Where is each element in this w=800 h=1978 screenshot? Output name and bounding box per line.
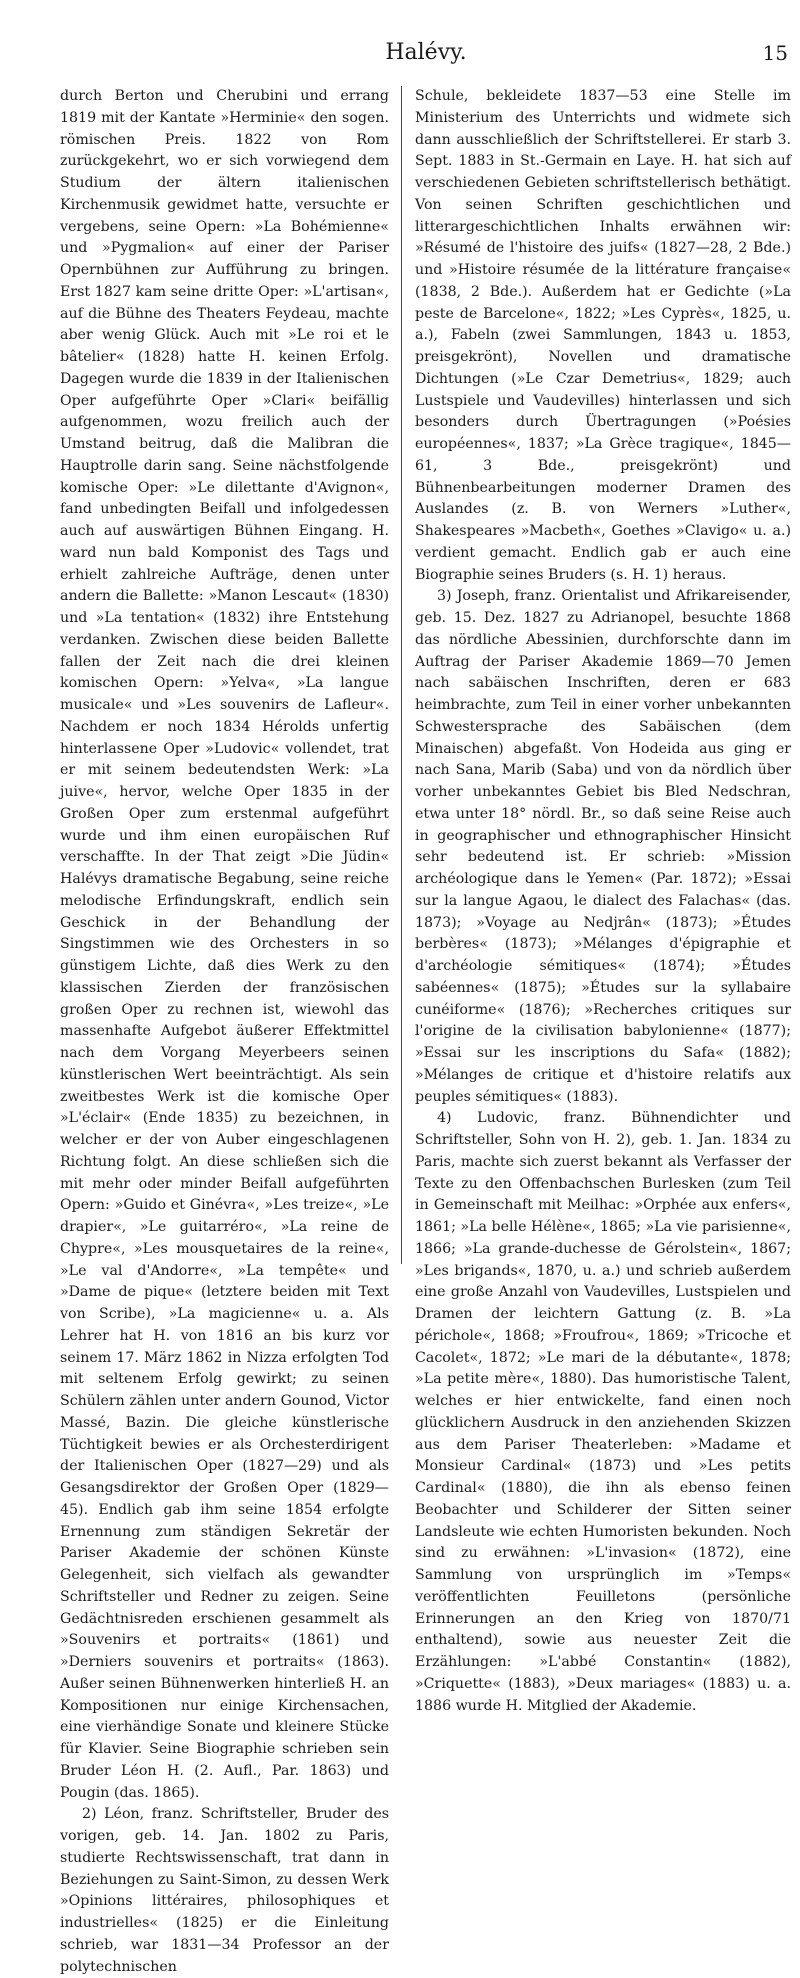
paragraph-halevy-4-ludovic: 4) Ludovic, franz. Bühnendichter und Schriftsteller, Sohn von H. 2), geb. 1. Jan. 1834 zu Paris, machte sich zuerst bekannt als Verfasser der Texte zu den Offenbachschen Burlesken (zum Teil in Gemeinschaft mit Meilhac: »Orphée aux enfers«, 1861; »La belle Hélène«, 1865; »La vie parisienne«, 1866; »La grande-duchesse de Gérolstein«, 1867; »Les brigands«, 1870, u. a.) und schrieb außerdem eine große Anzahl von Vaudevilles, Lustspielen und Dramen der leichtern Gattung (z. B. »La périchole«, 1868; »Froufrou«, 1869; »Tricoche et Cacolet«, 1872; »Le mari de la débutante«, 1878; »La petite mère«, 1880). Das humoristische Talent, welches er hier entwickelte, fand einen noch glücklichern Ausdruck in den anziehenden Skizzen aus dem Pariser Theaterleben: »Madame et Monsieur Cardinal« (1873) und »Les petits Cardinal« (1880), die ihn als ebenso feinen Beobachter und Schilderer der Sitten seiner Landsleute wie echten Humoristen bekunden. Noch sind zu erwähnen: »L'invasion« (1872), eine Sammlung von ursprünglich im »Temps« veröffentlichten Feuilletons (persönliche Erinnerungen an den Krieg von 1870/71 enthaltend), sowie aus neuester Zeit die Erzählungen: »L'abbé Constantin« (1882), »Criquette« (1883), »Deux mariages« (1883) u. a. 1886 wurde H. Mitglied der Akademie. — [415, 1110, 791, 1714]
column-divider — [401, 86, 402, 1264]
page-title: Halévy. — [385, 40, 467, 65]
page-header — [58, 40, 794, 76]
right-column — [415, 86, 791, 1717]
paragraph-halevy-3-joseph: 3) Joseph, franz. Orientalist und Afrikareisender, geb. 15. Dez. 1827 zu Adrianopel, besuchte 1868 das nördliche Abessinien, durchforschte dann im Auftrag der Pariser Akademie 1869—70 Jemen nach sabäischen Inschriften, deren er 683 heimbrachte, zum Teil in einer vorher unbekannten Schwestersprache des Sabäischen (dem Minaischen) abgefaßt. Von Hodeida aus ging er nach Sana, Marib (Saba) und von da nördlich über vorher unbekanntes Gebiet bis Bled Nedschran, etwa unter 18° nördl. Br., so daß seine Reise auch in geographischer und ethnographischer Hinsicht sehr bedeutend ist. Er schrieb: »Mission archéologique dans le Yemen« (Par. 1872); »Essai sur la langue Agaou, le dialect des Falachas« (das. 1873); »Voyage au Nedjrân« (1873); »Études berbères« (1873); »Mélanges d'épigraphie et d'archéologie sémitiques« (1874); »Études sabéennes« (1875); »Études sur la syllabaire cunéiforme« (1876); »Recherches critiques sur l'origine de la civilisation babylonienne« (1877); »Essai sur les inscriptions du Safa« (1882); »Mélanges de critique et d'histoire relatifs aux peuples sémitiques« (1883). — [415, 588, 791, 1105]
paragraph-halevy-2-leon-continued: Schule, bekleidete 1837—53 eine Stelle im Ministerium des Unterrichts und widmete sich dann ausschließlich der Schriftstellerei. Er starb 3. Sept. 1883 in St.-Germain en Laye. H. hat sich auf verschiedenen Gebieten schriftstellerisch bethätigt. Von seinen Schriften geschichtlichen und litterargeschichtlichen Inhalts erwähnen wir: »Résumé de l'histoire des juifs« (1827—28, 2 Bde.) und »Histoire résumée de la littérature française« (1838, 2 Bde.). Außerdem hat er Gedichte (»La peste de Barcelone«, 1822; »Les Cyprès«, 1825, u. a.), Fabeln (zwei Sammlungen, 1843 u. 1853, preisgekrönt), Novellen und dramatische Dichtungen (»Le Czar Demetrius«, 1829; auch Lustspiele und Vaudevilles) hinterlassen und sich besonders durch Übertragungen (»Poésies européennes«, 1837; »La Grèce tragique«, 1845—61, 3 Bde., preisgekrönt) und Bühnenbearbeitungen moderner Dramen des Auslandes (z. B. von Werners »Luther«, Shakespeares »Macbeth«, Goethes »Clavigo« u. a.) verdient gemacht. Endlich gab er auch eine Biographie seines Bruders (s. H. 1) heraus. — [415, 88, 791, 583]
page-number: 15 — [762, 41, 788, 65]
paragraph-halevy-1-continued: durch Berton und Cherubini und errang 1819 mit der Kantate »Herminie« den sogen. römischen Preis. 1822 von Rom zurückgekehrt, wo er sich vorwiegend dem Studium der ältern italienischen Kirchenmusik gewidmet hatte, versuchte er vergebens, seine Opern: »La Bohémienne« und »Pygmalion« auf einer der Pariser Opernbühnen zur Aufführung zu bringen. Erst 1827 kam seine dritte Oper: »L'artisan«, auf die Bühne des Theaters Feydeau, machte aber wenig Glück. Auch mit »Le roi et le bâtelier« (1828) hatte H. keinen Erfolg. Dagegen wurde die 1839 in der Italienischen Oper aufgeführte Oper »Clari« beifällig aufgenommen, wozu freilich auch der Umstand beitrug, daß die Malibran die Hauptrolle darin sang. Seine nächstfolgende komische Oper: »Le dilettante d'Avignon«, fand unbedingten Beifall und infolgedessen auch auf auswärtigen Bühnen Eingang. H. ward nun bald Komponist des Tags und erhielt zahlreiche Aufträge, denen unter andern die Ballette: »Manon Lescaut« (1830) und »La tentation« (1832) ihre Entstehung verdanken. Zwischen diese beiden Ballette fallen der Zeit nach die drei kleinen komischen Opern: »Yelva«, »La langue musicale« und »Les souvenirs de Lafleur«. Nachdem er noch 1834 Hérolds unfertig hinterlassene Oper »Ludovic« vollendet, trat er mit seinem bedeutendsten Werk: »La juive«, hervor, welche Oper 1835 in der Großen Oper zum erstenmal aufgeführt wurde und ihm einen europäischen Ruf verschaffte. In der That zeigt »Die Jüdin« Halévys dramatische Begabung, seine reiche melodische Erfindungskraft, endlich sein Geschick in der Behandlung der Singstimmen wie des Orchesters in so günstigem Lichte, daß dies Werk zu den klassischen Zierden der französischen großen Oper zu rechnen ist, wiewohl das massenhafte Aufgebot äußerer Effektmittel nach dem Vorgang Meyerbeers seinen künstlerischen Wert beeinträchtigt. Als sein zweitbestes Werk ist die komische Oper »L'éclair« (Ende 1835) zu bezeichnen, in welcher er der von Auber eingeschlagenen Richtung folgt. An diese schließen sich die mit mehr oder minder Beifall aufgeführten Opern: »Guido et Ginévra«, »Les treize«, »Le drapier«, »Le guitarréro«, »La reine de Chypre«, »Les mousquetaires de la reine«, »Le val d'Andorre«, »La tempête« und »Dame de pique« (letztere beiden mit Text von Scribe), »La magicienne« u. a. Als Lehrer hat H. von 1816 an bis kurz vor seinem 17. März 1862 in Nizza erfolgten Tod mit seltenem Erfolg gewirkt; zu seinen Schülern zählen unter andern Gounod, Victor Massé, Bazin. Die gleiche künstlerische Tüchtigkeit bewies er als Orchesterdirigent der Italienischen Oper (1827—29) und als Gesangsdirektor der Großen Oper (1829—45). Endlich gab ihm seine 1854 erfolgte Ernennung zum ständigen Sekretär der Pariser Akademie der schönen Künste Gelegenheit, sich vielfach als gewandter Schriftsteller und Redner zu zeigen. Seine Gedächtnisreden erschienen gesammelt als »Souvenirs et portraits« (1861) und »Derniers souvenirs et portraits« (1863). Außer seinen Bühnenwerken hinterließ H. an Kompositionen nur einige Kirchensachen, eine vierhändige Sonate und kleinere Stücke für Klavier. Seine Biographie schrieben sein Bruder Léon H. (2. Aufl., Par. 1863) und Pougin (das. 1865). — [60, 88, 389, 1801]
paragraph-halevy-2-leon: 2) Léon, franz. Schriftsteller, Bruder des vorigen, geb. 14. Jan. 1802 zu Paris, studierte Rechtswissenschaft, trat dann in Beziehungen zu Saint-Simon, zu dessen Werk »Opinions littéraires, philosophiques et industrielles« (1825) er die Einleitung schrieb, war 1831—34 Professor an der polytechnischen — [60, 1806, 389, 1975]
left-column — [60, 86, 389, 1978]
